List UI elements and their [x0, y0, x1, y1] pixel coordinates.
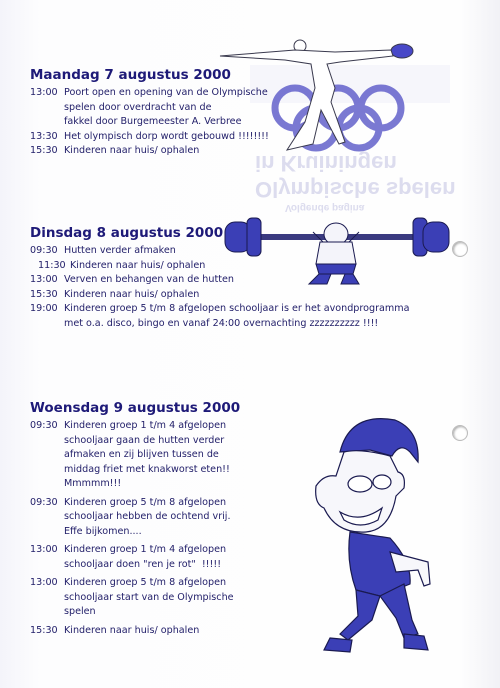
schedule-time: 09:30: [30, 496, 58, 508]
punch-hole-bottom: [452, 425, 468, 441]
schedule-time: 15:30: [30, 288, 58, 300]
punch-hole-top: [452, 241, 468, 257]
schedule-text: Kinderen groep 5 t/m 8 afgelopen schooljaar hebben de ochtend vrij. Effe bijkomen....: [64, 496, 231, 537]
schedule-text: Het olympisch dorp wordt gebouwd !!!!!!!!: [64, 130, 269, 142]
schedule-time: 09:30: [30, 245, 58, 256]
schedule-text: Kinderen naar huis/ ophalen: [64, 624, 200, 636]
schedule-text: Kinderen groep 5 t/m 8 afgelopen schooljaar start van de Olympische spelen: [64, 577, 234, 617]
day-monday: [30, 67, 269, 159]
schedule-time: 09:30: [30, 420, 58, 431]
schedule-item: [30, 259, 409, 274]
show-through-line-1: Volgende pagina: [285, 202, 365, 213]
schedule-time: 13:00: [30, 274, 58, 285]
schedule-text: Kinderen groep 1 t/m 4 afgelopen schooljaar gaan de hutten verder afmaken en zij blijven tussen de middag friet met knakworst eten!! Mmmmm!!!: [64, 420, 230, 489]
day-heading: Maandag 7 augustus 2000: [30, 67, 231, 83]
schedule-time: 15:30: [30, 624, 58, 636]
schedule-item: [30, 302, 409, 331]
schedule-text: Kinderen naar huis/ ophalen: [64, 288, 200, 300]
schedule-item: [30, 130, 269, 145]
day-wednesday: [30, 400, 240, 638]
schedule-time: 13:30: [30, 130, 58, 142]
schedule-text: Kinderen groep 1 t/m 4 afgelopen schooljaar doen "ren je rot" !!!!!: [64, 544, 227, 570]
day-heading: Woensdag 9 augustus 2000: [30, 400, 241, 416]
schedule-time: 13:00: [30, 544, 58, 555]
schedule-time: 13:00: [30, 87, 58, 98]
schedule-item: [30, 86, 269, 130]
schedule-text: Kinderen naar huis/ ophalen: [64, 145, 200, 156]
schedule-text: Kinderen naar huis/ ophalen: [70, 259, 206, 271]
schedule-time: 15:30: [30, 145, 58, 156]
schedule-item: [30, 624, 240, 639]
schedule-item: [30, 419, 240, 492]
schedule-item: [30, 273, 409, 288]
schedule-item: [30, 144, 269, 159]
schedule-text: Hutten verder afmaken: [64, 245, 176, 256]
schedule-time: 13:00: [30, 577, 58, 588]
schedule-text: Kinderen groep 5 t/m 8 afgelopen schooljaar is er het avondprogramma met o.a. disco, bingo en vanaf 24:00 overnachting zzzzzzzzzz !!!!: [64, 303, 410, 329]
schedule-time: 11:30: [38, 259, 66, 271]
schedule-item: [30, 496, 240, 540]
day-heading: Dinsdag 8 augustus 2000: [30, 225, 224, 241]
schedule-item: [30, 244, 409, 259]
day-tuesday: [30, 225, 409, 331]
schedule-item: [30, 543, 240, 572]
show-through-line-2: Olympische spelen in Kruiningen: [255, 151, 456, 202]
schedule-text: Verven en behangen van de hutten: [64, 274, 234, 285]
show-through-text: [255, 150, 480, 213]
schedule-item: [30, 288, 409, 303]
schedule-item: [30, 576, 240, 620]
schedule-text: Poort open en opening van de Olympische spelen door overdracht van de fakkel door Burgemeester A. Verbree: [64, 87, 268, 127]
schedule-time: 19:00: [30, 303, 58, 314]
runner-caricature-illustration: [300, 412, 450, 657]
